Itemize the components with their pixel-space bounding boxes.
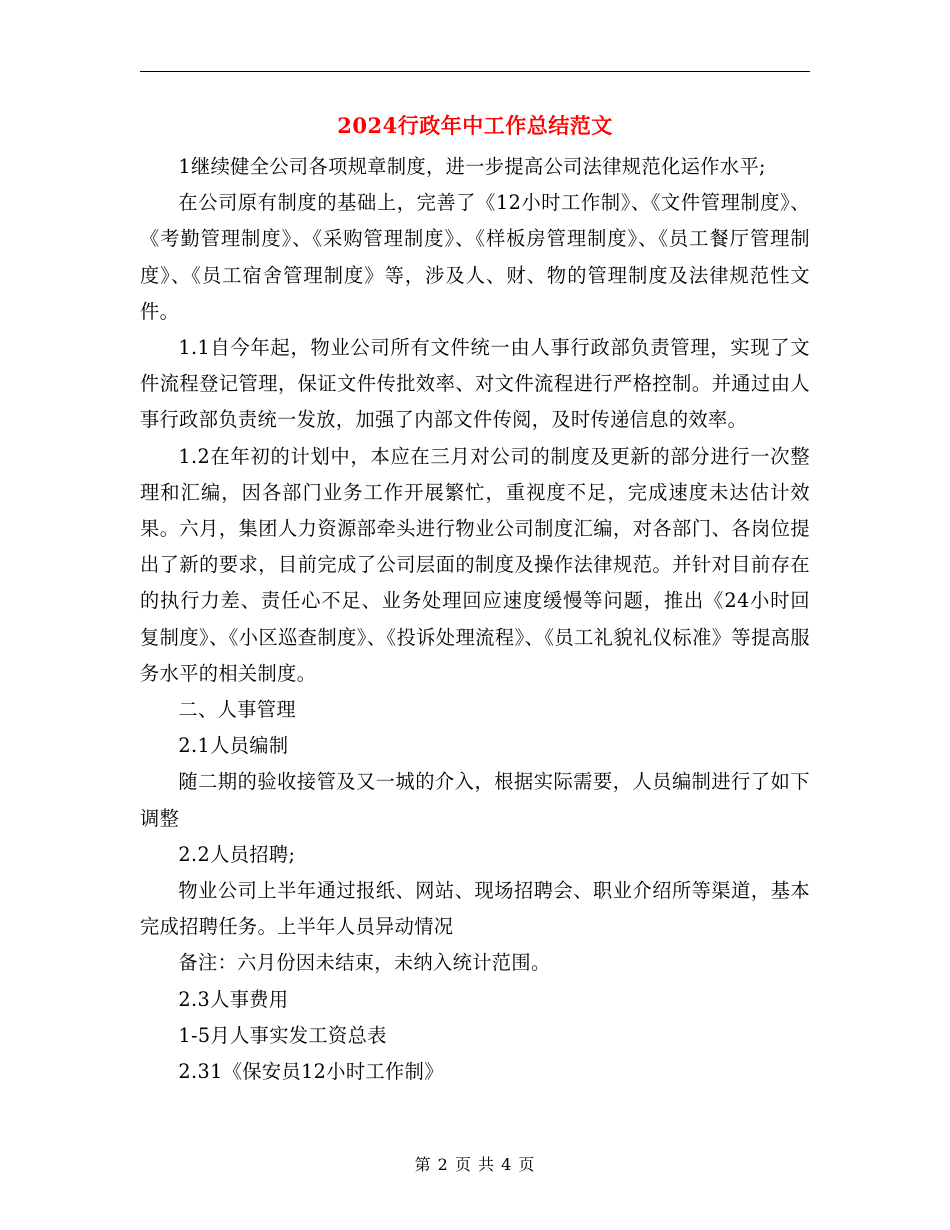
paragraph-note: 备注：六月份因未结束，未纳入统计范围。 [178,951,551,975]
paragraph-1: 1继续健全公司各项规章制度，进一步提高公司法律规范化运作水平; [178,155,766,178]
subheading-costs: 2.3人事费用 [178,987,289,1011]
paragraph-security-shift: 2.31《保安员12小时工作制》 [178,1060,444,1084]
header-rule [140,71,810,72]
page-number-footer: 第 2 页 共 4 页 [414,1155,536,1174]
section-heading-personnel: 二、人事管理 [178,698,296,722]
document-title: 2024行政年中工作总结范文 [337,113,613,138]
paragraph-recruitment: 物业公司上半年通过报纸、网站、现场招聘会、职业介绍所等渠道，基本完成招聘任务。上半年人员异动情况 [140,879,810,939]
subheading-staffing: 2.1人员编制 [178,734,289,758]
paragraph-2: 在公司原有制度的基础上，完善了《12小时工作制》、《文件管理制度》、《考勤管理制度》、《采购管理制度》、《样板房管理制度》、《员工餐厅管理制度》、《员工宿舍管理制度》等，涉及人、财、物的管理制度及法律规范性文件。 [140,191,810,323]
subheading-recruitment: 2.2人员招聘; [178,842,296,866]
document-body [140,149,810,1090]
paragraph-4: 1.2在年初的计划中，本应在三月对公司的制度及更新的部分进行一次整理和汇编，因各部门业务工作开展繁忙，重视度不足，完成速度未达估计效果。六月，集团人力资源部牵头进行物业公司制度汇编，对各部门、各岗位提出了新的要求，目前完成了公司层面的制度及操作法律规范。并针对目前存在的执行力差、责任心不足、业务处理回应速度缓慢等问题，推出《24小时回复制度》、《小区巡查制度》、《投诉处理流程》、《员工礼貌礼仪标准》等提高服务水平的相关制度。 [140,444,810,685]
paragraph-staffing: 随二期的验收接管及又一城的介入，根据实际需要，人员编制进行了如下调整 [140,770,810,830]
paragraph-salary-table: 1-5月人事实发工资总表 [178,1023,387,1047]
paragraph-3: 1.1自今年起，物业公司所有文件统一由人事行政部负责管理，实现了文件流程登记管理，保证文件传批效率、对文件流程进行严格控制。并通过由人事行政部负责统一发放，加强了内部文件传阅，及时传递信息的效率。 [140,336,810,432]
